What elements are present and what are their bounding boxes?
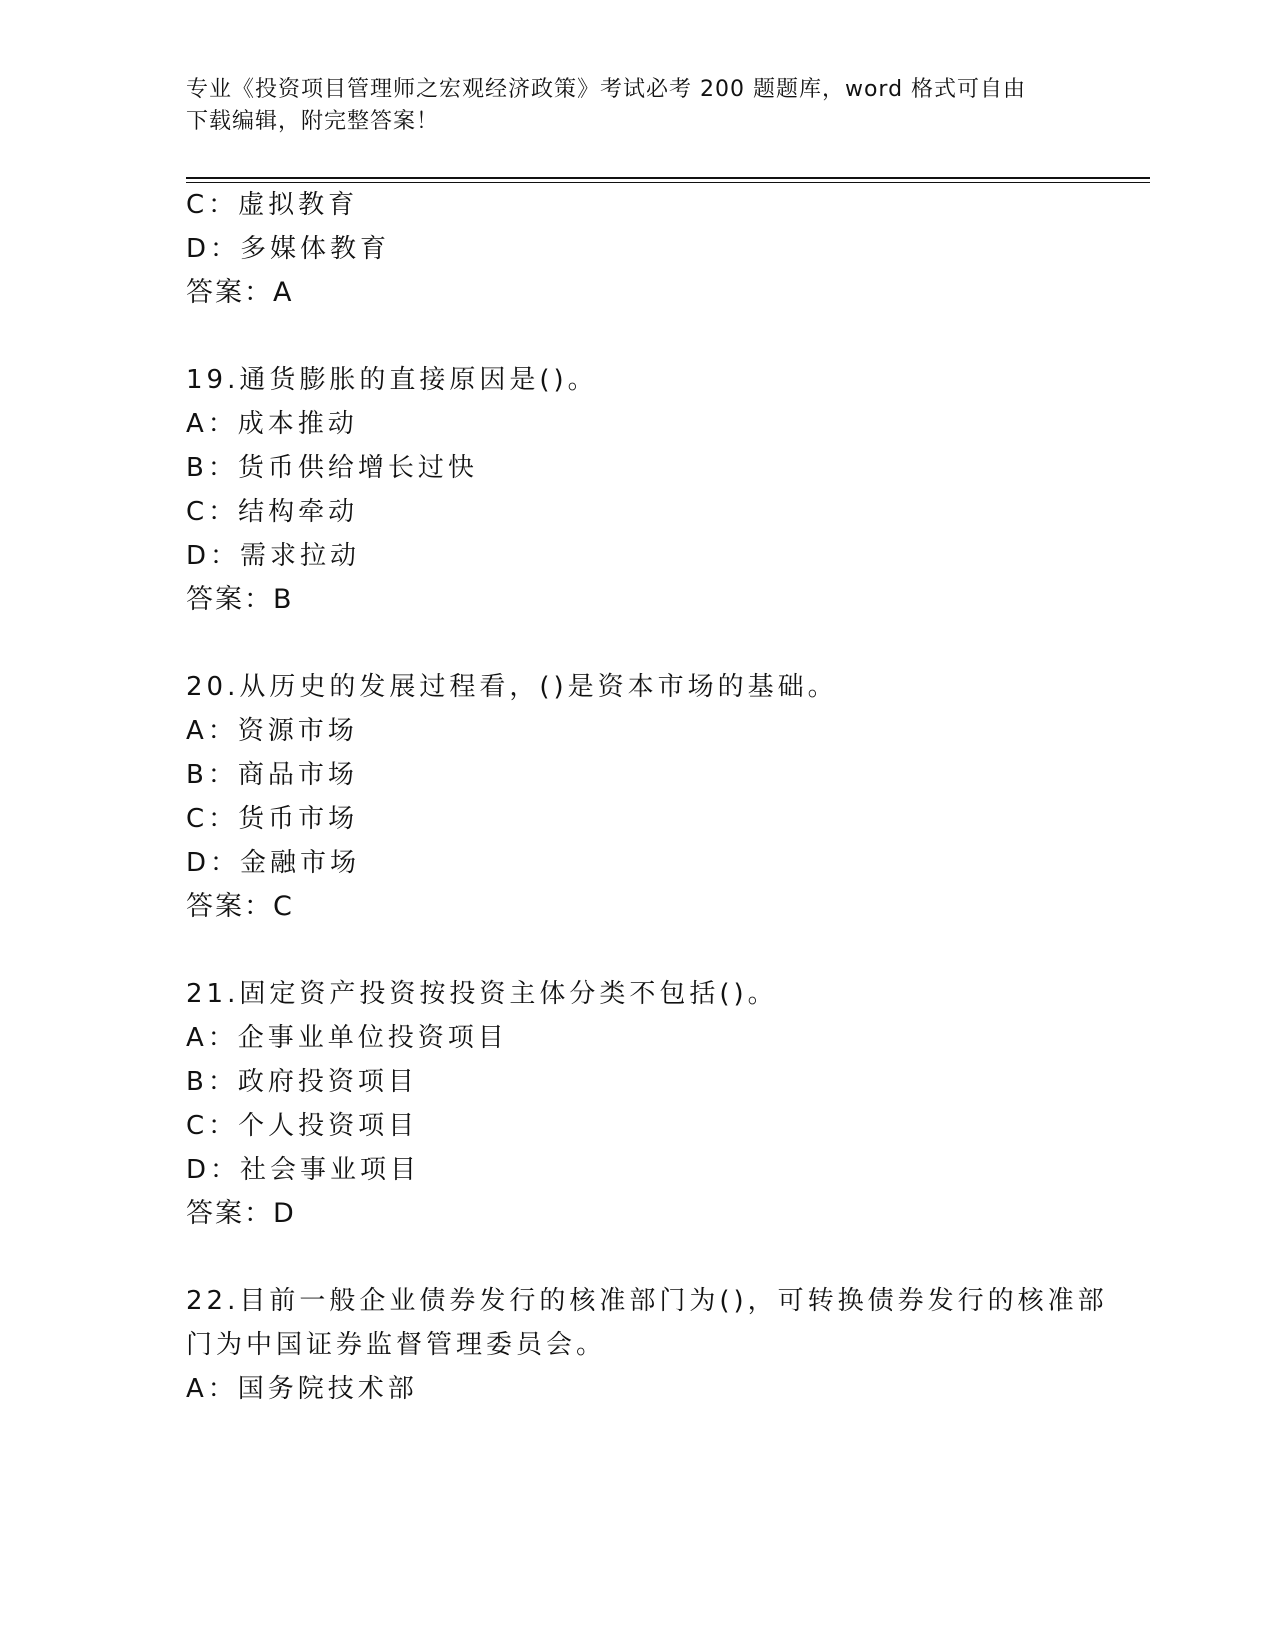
option-b: B：商品市场 [186,760,358,790]
option-c: C：个人投资项目 [186,1111,419,1141]
option-d: D：多媒体教育 [186,234,391,264]
option-d: D：金融市场 [186,848,361,878]
question-22-continued: 门为中国证券监督管理委员会。 [186,1330,607,1360]
option-c: C：虚拟教育 [186,190,359,220]
document-header [186,74,1066,138]
question-20: 20.从历史的发展过程看，()是资本市场的基础。 [186,672,838,702]
question-22: 22.目前一般企业债券发行的核准部门为()，可转换债券发行的核准部 [186,1286,1108,1316]
option-c: C：结构牵动 [186,497,359,527]
option-b: B：货币供给增长过快 [186,453,478,483]
header-divider-thick [186,177,1150,179]
option-a: A：资源市场 [186,716,358,746]
header-line-1: 专业《投资项目管理师之宏观经济政策》考试必考 200 题题库，word 格式可自由 [186,77,1027,102]
option-c: C：货币市场 [186,804,359,834]
option-b: B：政府投资项目 [186,1067,418,1097]
answer: 答案：A [186,277,294,308]
option-d: D：需求拉动 [186,541,361,571]
option-a: A：成本推动 [186,409,358,439]
question-19: 19.通货膨胀的直接原因是()。 [186,365,598,395]
answer: 答案：D [186,1198,296,1229]
question-21: 21.固定资产投资按投资主体分类不包括()。 [186,979,778,1009]
header-divider-thin [186,182,1150,183]
option-d: D：社会事业项目 [186,1155,421,1185]
answer: 答案：B [186,584,294,615]
option-a: A：企事业单位投资项目 [186,1023,508,1053]
answer: 答案：C [186,891,294,922]
option-a: A：国务院技术部 [186,1374,418,1404]
header-line-2: 下载编辑，附完整答案！ [186,109,440,134]
